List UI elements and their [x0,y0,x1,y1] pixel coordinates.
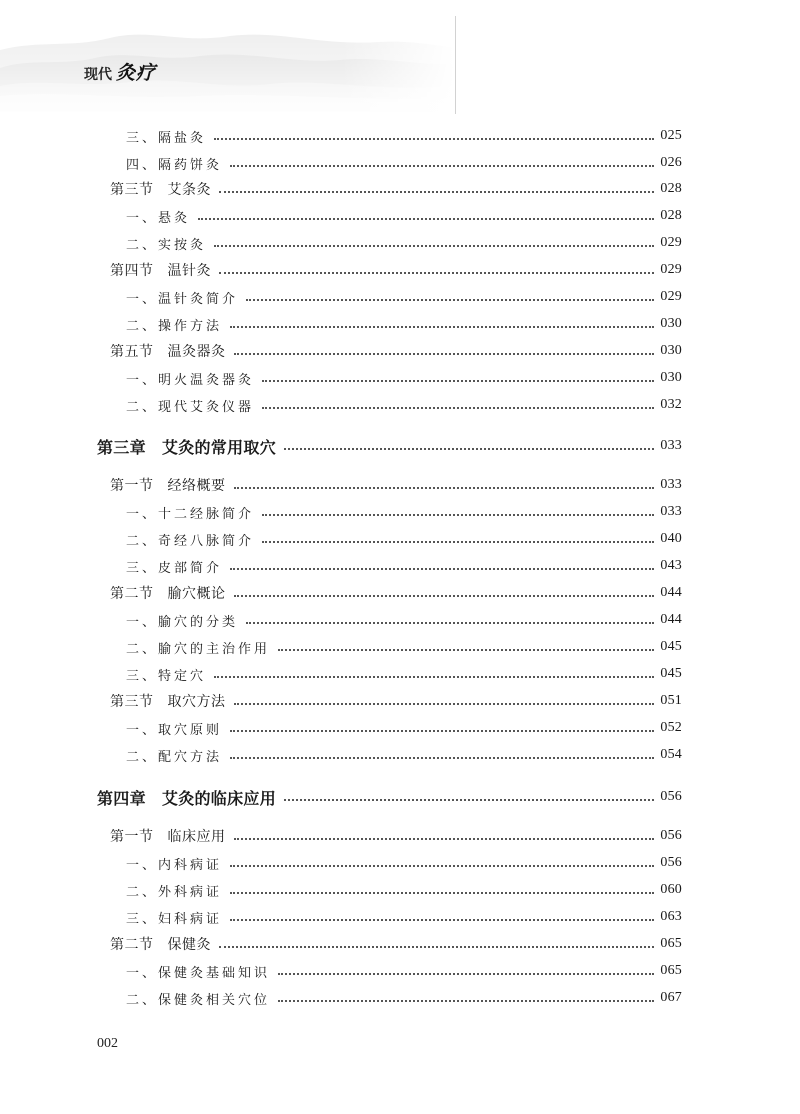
toc-item[interactable] [126,367,682,389]
toc-section[interactable] [110,178,682,200]
toc-section[interactable] [110,474,682,496]
dot-leader [230,892,654,894]
toc-section[interactable] [110,690,682,712]
toc-section-label [110,179,219,199]
dot-leader [198,218,654,220]
book-title-script: 灸疗 [116,62,157,84]
toc-page-number: 056 [660,789,682,804]
toc-item[interactable] [126,852,682,874]
toc-page-number: 044 [660,585,682,600]
toc-section-number: 第二节 [110,586,154,602]
dot-leader [234,703,655,705]
toc-section-label [110,826,234,846]
dot-leader [246,622,654,624]
toc-page-number: 043 [660,558,682,573]
dot-leader [262,514,654,516]
dot-leader [230,568,654,570]
toc-page-number: 033 [660,477,682,492]
toc-section-label [110,691,234,711]
toc-item-label: 一、保健灸基础知识 [126,965,271,981]
toc-section-title: 临床应用 [167,829,226,845]
toc-item[interactable] [126,879,682,901]
toc-item-label: 四、隔药饼灸 [126,157,223,173]
toc-section-title: 取穴方法 [167,694,226,710]
dot-leader [278,1000,654,1002]
toc-chapter-title: 艾灸的常用取穴 [161,437,277,457]
book-title-prefix: 现代 [84,67,112,83]
toc-item-label: 二、配穴方法 [126,749,223,765]
toc-page-number: 029 [660,262,682,277]
dot-leader [246,299,654,301]
toc-page-number: 054 [660,747,682,762]
toc-page-number: 060 [660,882,682,897]
dot-leader [230,165,654,167]
dot-leader [230,326,654,328]
toc-item[interactable] [126,286,682,308]
toc-item[interactable] [126,501,682,523]
toc-page-number: 051 [660,693,682,708]
toc-item-label: 二、奇经八脉简介 [126,533,255,549]
toc-item-label: 二、现代艾灸仪器 [126,399,255,415]
toc-item-label: 二、腧穴的主治作用 [126,641,271,657]
toc-item-label: 一、悬灸 [126,210,191,226]
toc-item[interactable] [126,636,682,658]
toc-section-title: 保健灸 [167,937,211,953]
toc-page-number: 033 [660,438,682,453]
toc-page-number: 030 [660,316,682,331]
dot-leader [230,730,654,732]
toc-page-number: 030 [660,343,682,358]
toc-item[interactable] [126,232,682,254]
toc-item-label: 一、腧穴的分类 [126,614,239,630]
toc-section-label [110,583,234,603]
toc-item-label: 一、明火温灸器灸 [126,372,255,388]
toc-page-number: 056 [660,855,682,870]
dot-leader [262,407,654,409]
toc-section-number: 第一节 [110,478,154,494]
toc-item[interactable] [126,125,682,147]
toc-item-label: 二、保健灸相关穴位 [126,992,271,1008]
toc-section-number: 第三节 [110,694,154,710]
toc-item[interactable] [126,663,682,685]
toc-page-number: 065 [660,936,682,951]
toc-item-label: 一、温针灸简介 [126,291,239,307]
toc-chapter[interactable] [97,435,682,457]
toc-chapter-label [97,435,284,458]
toc-item[interactable] [126,555,682,577]
toc-item[interactable] [126,744,682,766]
toc-item[interactable] [126,987,682,1009]
dot-leader [262,380,654,382]
toc-page-number: 056 [660,828,682,843]
toc-section-title: 经络概要 [167,478,226,494]
toc-chapter-title: 艾灸的临床应用 [161,788,277,808]
toc-section[interactable] [110,259,682,281]
toc-section-title: 温灸器灸 [167,344,226,360]
dot-leader [278,649,654,651]
toc-section-label [110,934,219,954]
toc-page-number: 045 [660,666,682,681]
toc-item-label: 一、十二经脉简介 [126,506,255,522]
toc-page-number: 040 [660,531,682,546]
page-number: 002 [97,1036,118,1051]
toc-section-number: 第三节 [110,182,154,198]
toc-page-number: 052 [660,720,682,735]
toc-page-number: 029 [660,235,682,250]
dot-leader [284,448,654,450]
toc-item[interactable] [126,205,682,227]
dot-leader [278,973,654,975]
toc-page-number: 045 [660,639,682,654]
toc-section[interactable] [110,340,682,362]
toc-page-number: 029 [660,289,682,304]
toc-page-number: 030 [660,370,682,385]
toc-page-number: 025 [660,128,682,143]
toc-chapter[interactable] [97,786,682,808]
toc-item-label: 二、操作方法 [126,318,223,334]
toc-item[interactable] [126,528,682,550]
toc-item-label: 三、皮部简介 [126,560,223,576]
toc-item-label: 一、内科病证 [126,857,223,873]
toc-item-label: 三、妇科病证 [126,911,223,927]
toc-chapter-number: 第三章 [97,437,146,457]
dot-leader [234,487,655,489]
dot-leader [230,757,654,759]
dot-leader [214,138,654,140]
dot-leader [234,838,655,840]
dot-leader [214,245,654,247]
toc-item[interactable] [126,960,682,982]
toc-section-title: 腧穴概论 [167,586,226,602]
toc-item[interactable] [126,313,682,335]
dot-leader [230,919,654,921]
toc-section[interactable] [110,825,682,847]
toc-section-number: 第一节 [110,829,154,845]
toc-page-number: 032 [660,397,682,412]
toc-page-number: 044 [660,612,682,627]
toc-chapter-number: 第四章 [97,788,146,808]
toc-section-label [110,475,234,495]
toc-item[interactable] [126,152,682,174]
toc-section-number: 第四节 [110,263,154,279]
toc-page-number: 028 [660,208,682,223]
toc-item-label: 三、隔盐灸 [126,130,207,146]
toc-page-number: 065 [660,963,682,978]
dot-leader [214,676,654,678]
toc-section-label [110,341,234,361]
toc-item[interactable] [126,717,682,739]
dot-leader [234,353,655,355]
toc-chapter-label [97,786,284,809]
toc-page-number: 063 [660,909,682,924]
toc-page-number: 067 [660,990,682,1005]
dot-leader [219,946,654,948]
dot-leader [234,595,655,597]
toc-section[interactable] [110,582,682,604]
toc-page-number: 028 [660,181,682,196]
toc-section-title: 艾条灸 [167,182,211,198]
toc-item-label: 二、实按灸 [126,237,207,253]
dot-leader [219,191,654,193]
toc-section-number: 第二节 [110,937,154,953]
toc-section-title: 温针灸 [167,263,211,279]
toc-item[interactable] [126,609,682,631]
toc-item-label: 二、外科病证 [126,884,223,900]
toc-item-label: 一、取穴原则 [126,722,223,738]
toc-section-number: 第五节 [110,344,154,360]
toc-section-label [110,260,219,280]
dot-leader [219,272,654,274]
toc-item[interactable] [126,394,682,416]
toc-section[interactable] [110,933,682,955]
toc-item[interactable] [126,906,682,928]
dot-leader [230,865,654,867]
toc-page-number: 033 [660,504,682,519]
toc-page-number: 026 [660,155,682,170]
toc-item-label: 三、特定穴 [126,668,207,684]
dot-leader [262,541,654,543]
dot-leader [284,799,654,801]
